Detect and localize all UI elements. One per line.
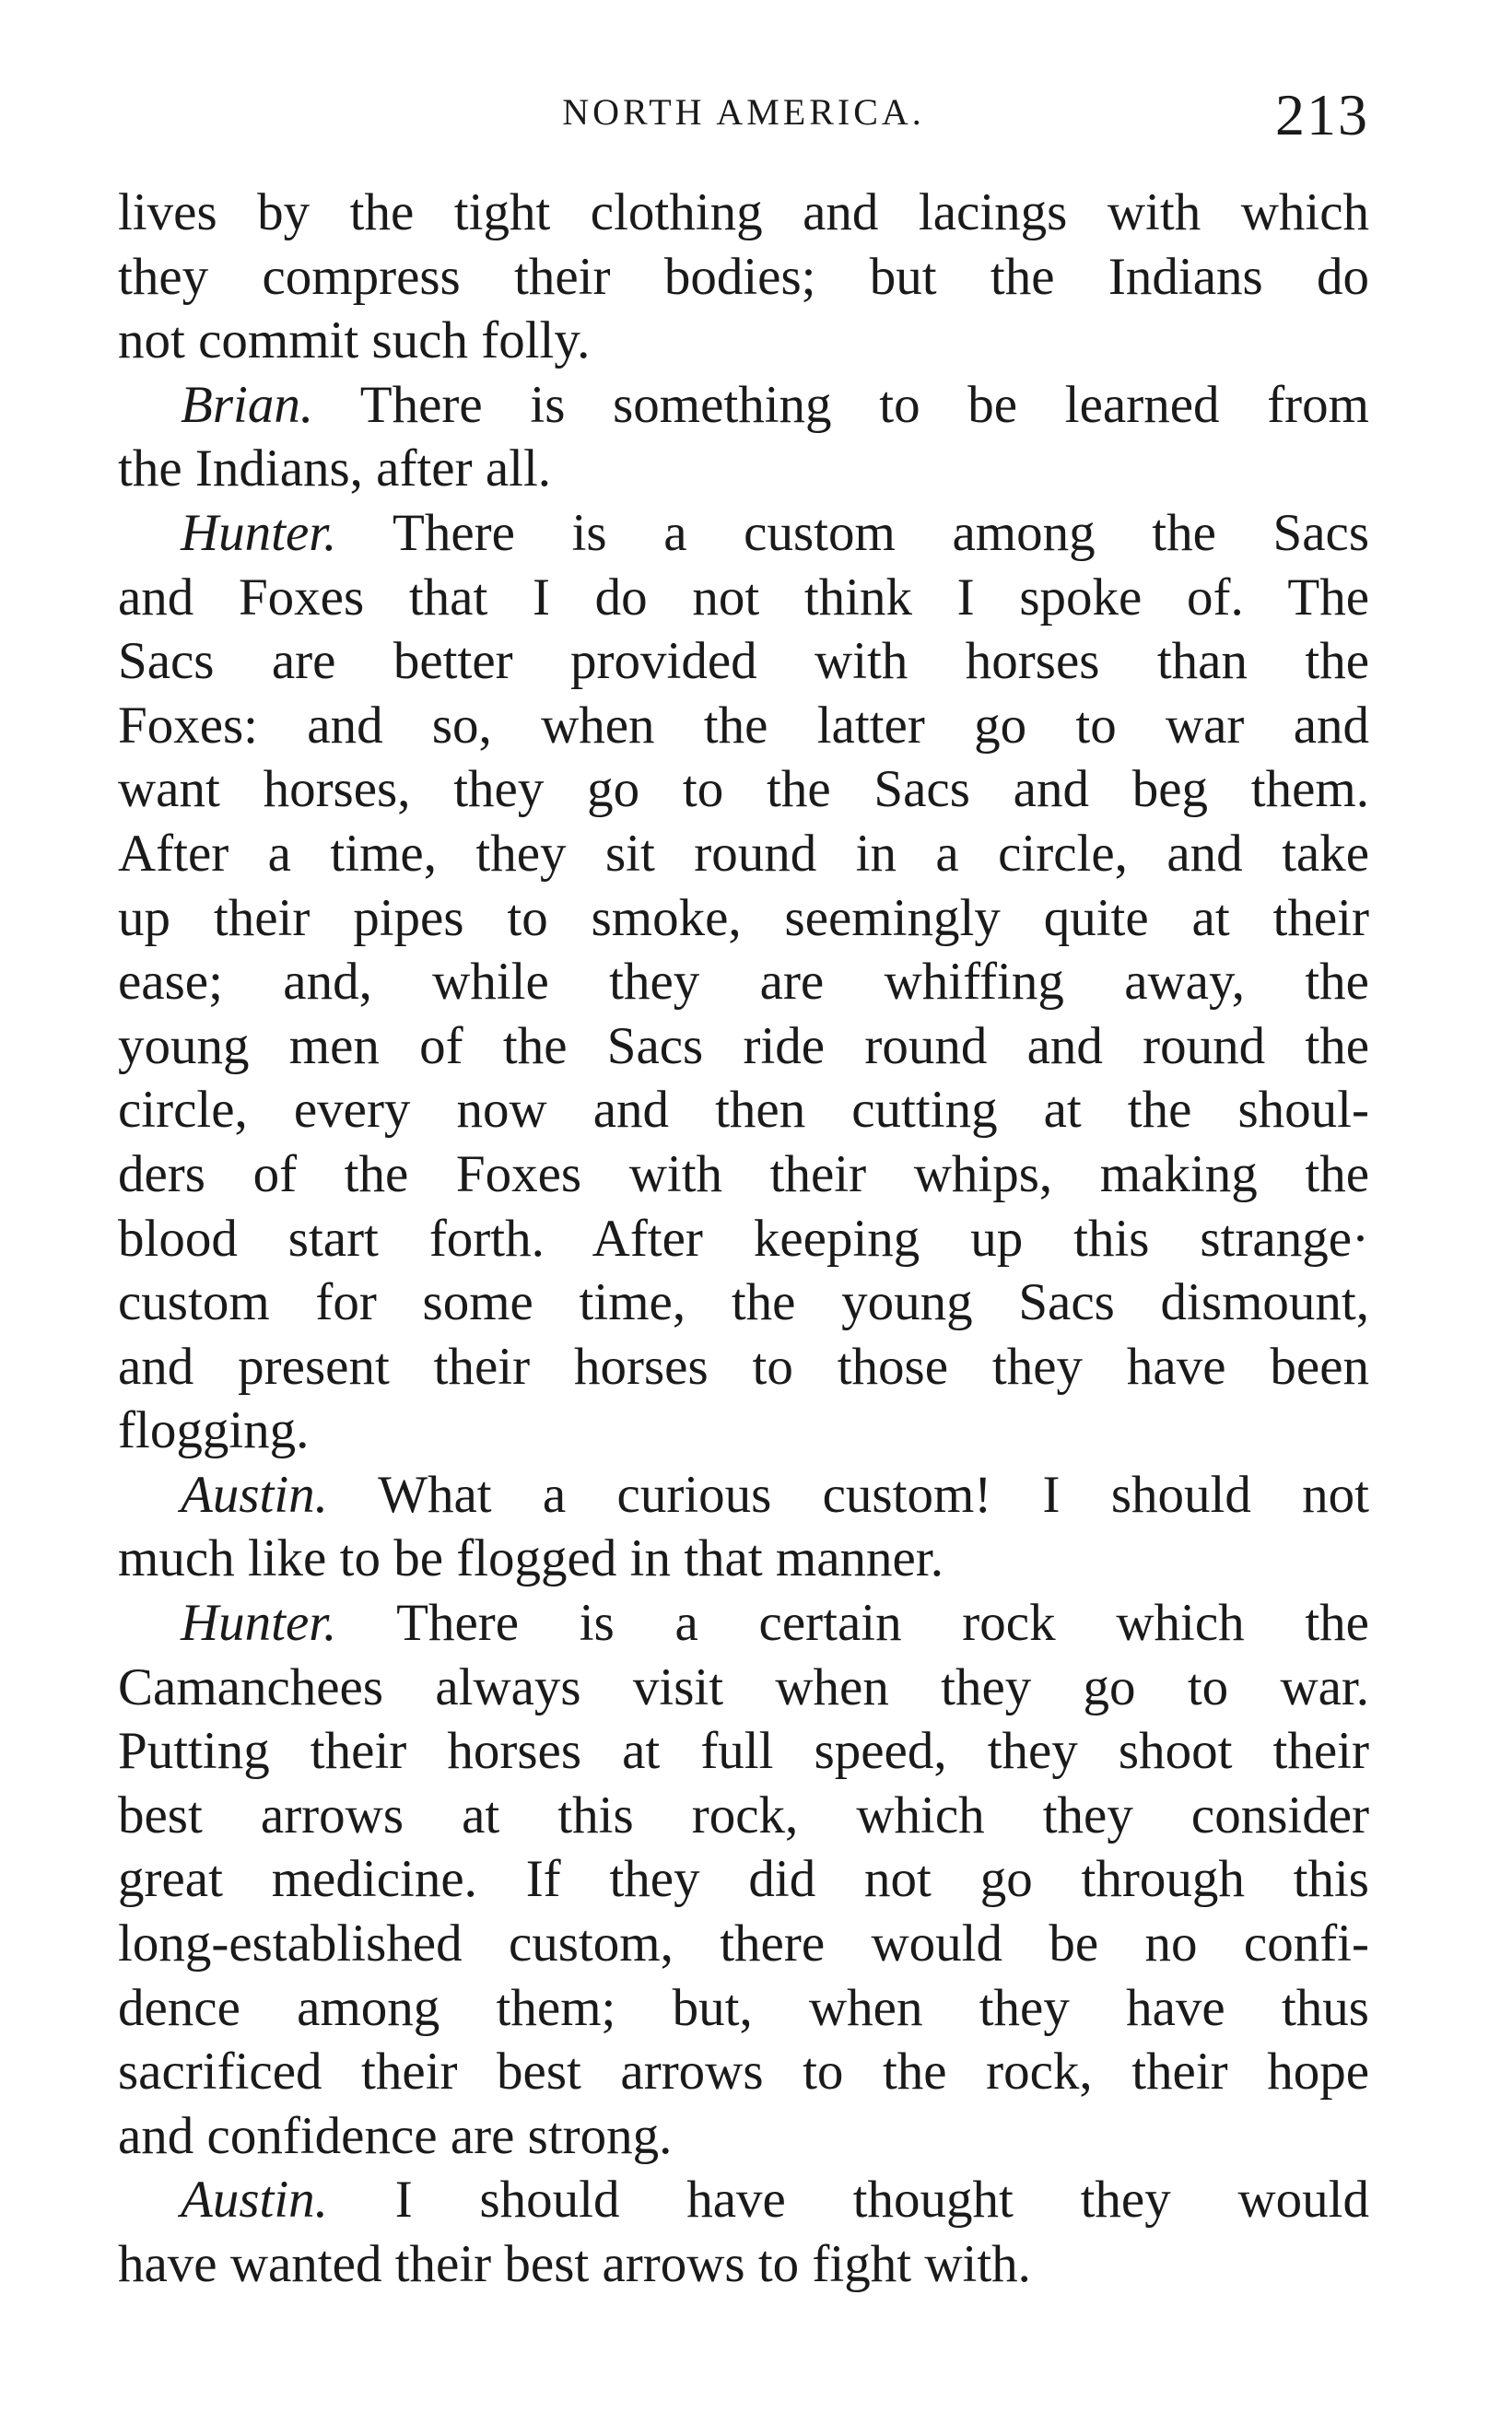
text-line xyxy=(118,629,1369,694)
text-line xyxy=(118,950,1369,1014)
text-line xyxy=(118,694,1369,758)
text-line xyxy=(118,245,1369,310)
text-line xyxy=(118,1399,1369,1463)
line-text: they compress their bodies; but the Indians do xyxy=(118,247,1369,306)
line-text: young men of the Sacs ride round and round the xyxy=(118,1016,1369,1075)
line-text: and Foxes that I do not think I spoke of. The xyxy=(118,568,1369,626)
running-title: NORTH AMERICA. xyxy=(562,91,925,133)
line-text: circle, every now and then cutting at the shoul- xyxy=(118,1081,1369,1140)
text-line xyxy=(118,181,1369,245)
text-line xyxy=(118,373,1369,438)
text-line xyxy=(118,1335,1369,1399)
text-line xyxy=(118,2040,1369,2104)
text-line xyxy=(118,1207,1369,1271)
line-text: Putting their horses at full speed, they shoot their xyxy=(118,1722,1369,1781)
line-text: sacrificed their best arrows to the rock, their hope xyxy=(118,2043,1369,2102)
line-text: After a time, they sit round in a circle, and take xyxy=(118,824,1369,883)
line-text: have wanted their best arrows to fight with. xyxy=(118,2235,1031,2293)
line-text: want horses, they go to the Sacs and beg them. xyxy=(118,760,1369,819)
line-text: great medicine. If they did not go through this xyxy=(118,1850,1369,1909)
line-text: and present their horses to those they have been xyxy=(118,1337,1369,1396)
line-text: the Indians, after all. xyxy=(118,439,552,498)
speaker-name: Austin. xyxy=(181,2171,328,2230)
text-line xyxy=(118,1976,1369,2041)
text-line xyxy=(118,309,1369,373)
line-text: Foxes: and so, when the latter go to war and xyxy=(118,696,1369,755)
line-text: There is something to be learned from xyxy=(313,375,1369,434)
speaker-name: Brian. xyxy=(181,375,314,434)
text-line xyxy=(118,1719,1369,1784)
line-text: ders of the Foxes with their whips, making the xyxy=(118,1144,1369,1203)
text-line xyxy=(118,886,1369,951)
body-text xyxy=(118,181,1369,2297)
text-line xyxy=(118,1591,1369,1656)
running-head xyxy=(118,82,1369,158)
line-text: much like to be flogged in that manner. xyxy=(118,1529,944,1588)
text-line xyxy=(118,1527,1369,1591)
text-line xyxy=(118,1912,1369,1976)
line-text: ease; and, while they are whiffing away, the xyxy=(118,953,1369,1012)
line-text: up their pipes to smoke, seemingly quite at their xyxy=(118,888,1369,947)
text-line xyxy=(118,822,1369,886)
line-text: not commit such folly. xyxy=(118,311,591,370)
line-text: long-established custom, there would be no confi- xyxy=(118,1914,1369,1973)
text-line xyxy=(118,1656,1369,1720)
line-text: I should have thought they would xyxy=(327,2171,1369,2230)
line-text: blood start forth. After keeping up this strange· xyxy=(118,1209,1369,1268)
text-line xyxy=(118,501,1369,566)
line-text: Sacs are better provided with horses than the xyxy=(118,632,1369,691)
text-line xyxy=(118,757,1369,822)
line-text: lives by the tight clothing and lacings with which xyxy=(118,183,1369,241)
line-text: There is a certain rock which the xyxy=(336,1594,1369,1653)
text-line xyxy=(118,566,1369,630)
text-line xyxy=(118,1847,1369,1912)
line-text: flogging. xyxy=(118,1401,310,1460)
text-line xyxy=(118,1078,1369,1142)
line-text: custom for some time, the young Sacs dismount, xyxy=(118,1273,1369,1332)
speaker-name: Austin. xyxy=(181,1465,328,1524)
text-line xyxy=(118,1014,1369,1079)
line-text: What a curious custom! I should not xyxy=(327,1465,1369,1524)
text-line xyxy=(118,1784,1369,1848)
text-line xyxy=(118,1270,1369,1335)
text-line xyxy=(118,2104,1369,2169)
line-text: There is a custom among the Sacs xyxy=(336,503,1369,562)
line-text: and confidence are strong. xyxy=(118,2106,673,2165)
speaker-name: Hunter. xyxy=(181,1594,337,1653)
text-line xyxy=(118,2168,1369,2232)
text-line xyxy=(118,1463,1369,1528)
text-line xyxy=(118,437,1369,501)
speaker-name: Hunter. xyxy=(181,503,337,562)
line-text: dence among them; but, when they have thus xyxy=(118,1978,1369,2037)
line-text: Camanchees always visit when they go to war. xyxy=(118,1657,1369,1716)
text-line xyxy=(118,2232,1369,2297)
text-line xyxy=(118,1142,1369,1207)
page-number: 213 xyxy=(1275,82,1369,147)
line-text: best arrows at this rock, which they consider xyxy=(118,1786,1369,1844)
